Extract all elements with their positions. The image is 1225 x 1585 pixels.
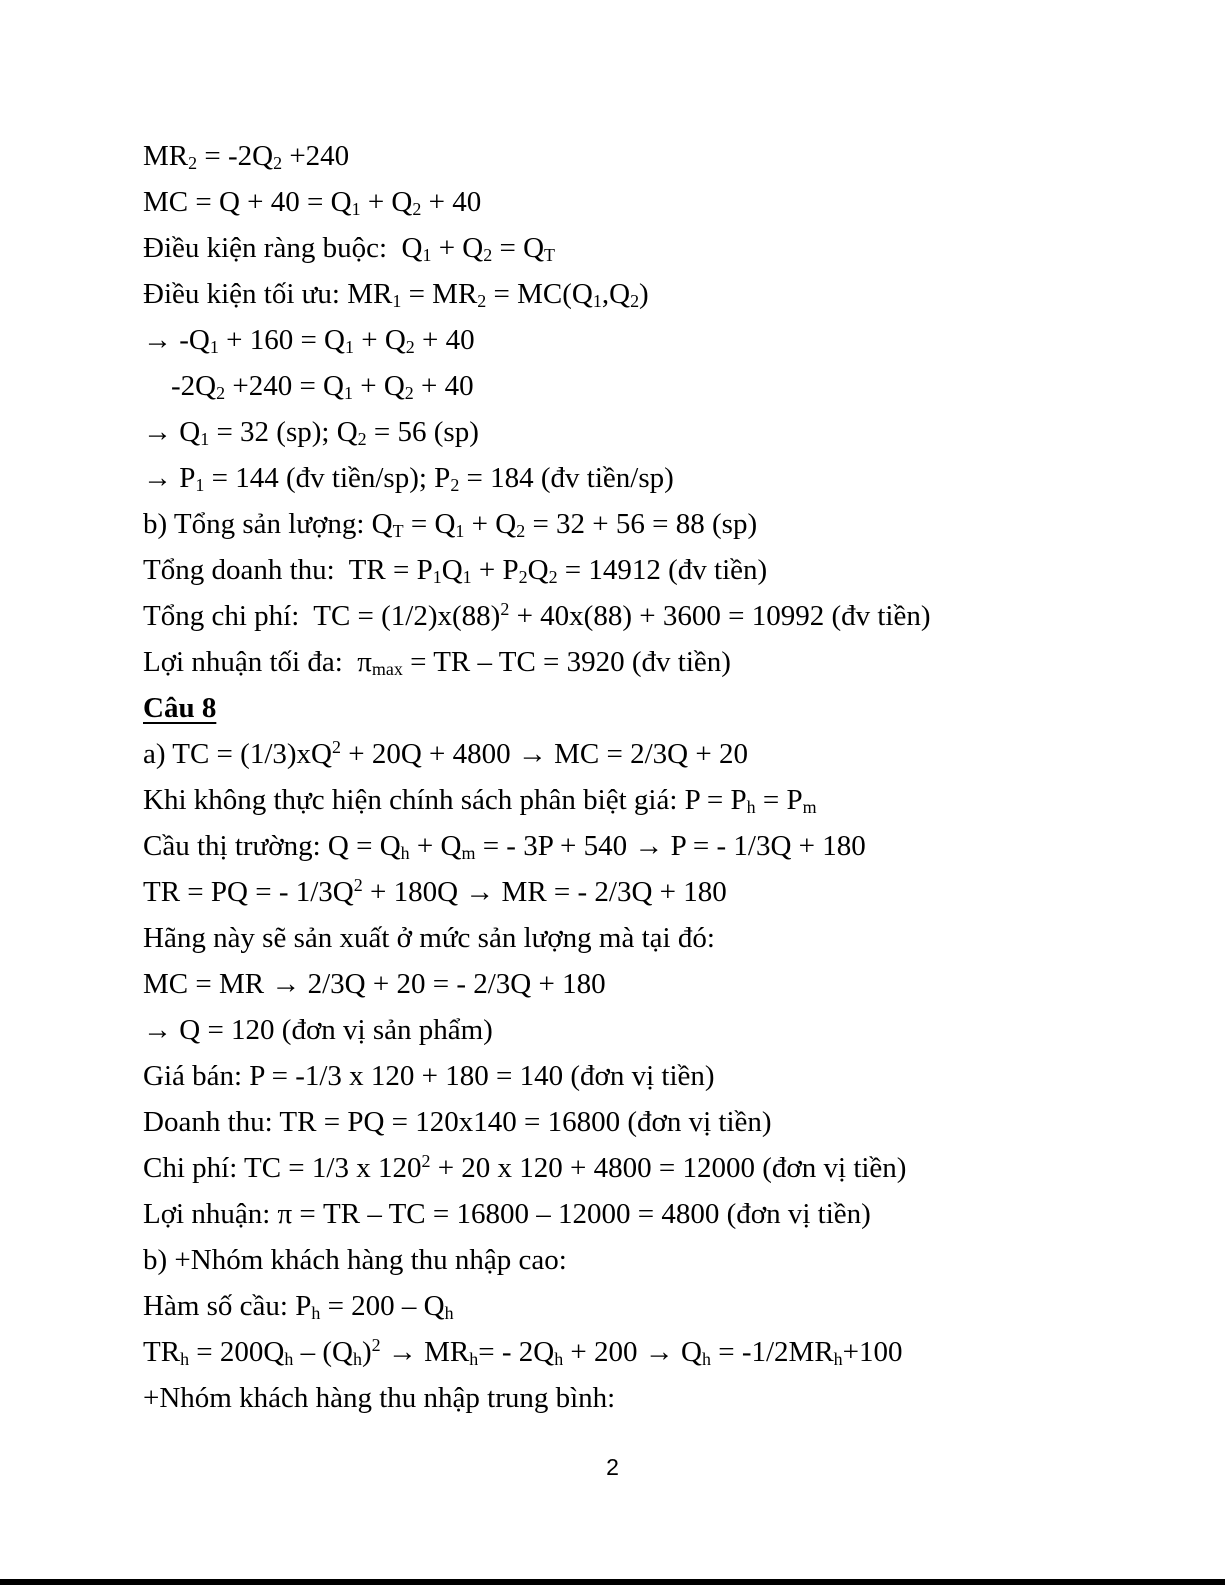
- superscript: 2: [500, 599, 510, 620]
- superscript: 2: [353, 875, 363, 896]
- subscript: 1: [455, 520, 465, 541]
- subscript: 1: [592, 290, 602, 311]
- subscript: 1: [209, 336, 219, 357]
- document-line: Hàm số cầu: $P_h = 200 - Q_h$: [143, 1290, 454, 1323]
- subscript: h: [180, 1348, 190, 1369]
- document-line: TR = PQ = - $1/3Q^2 + 180Q$ → MR = - 2/3Q + 180: [143, 875, 727, 908]
- document-content: [143, 133, 1103, 1421]
- subscript: T: [544, 244, 556, 265]
- document-line: Tổng doanh thu: TR = $P_1Q_1 + P_2Q_2 = 14912$ (đv tiền): [143, 554, 768, 587]
- document-line: b) +Nhóm khách hàng thu nhập cao:: [143, 1244, 567, 1276]
- superscript: 2: [371, 1335, 381, 1356]
- section-heading: Câu 8: [143, 692, 217, 724]
- subscript: 2: [477, 290, 487, 311]
- subscript: h: [311, 1302, 321, 1323]
- subscript: 1: [392, 290, 402, 311]
- subscript: h: [469, 1348, 479, 1369]
- superscript: 2: [421, 1151, 431, 1172]
- subscript: max: [371, 658, 403, 679]
- document-line: $TR_h = 200Q_h - (Q_h)^2 \to MR_h= - 2Q_h + 200 \to Q_h = -1/2MR_h+100$: [143, 1335, 903, 1369]
- document-line: b) Tổng sản lượng: $Q_T = Q_1 + Q_2 = 32 + 56 = 88$ (sp): [143, 508, 758, 541]
- document-line: Điều kiện tối ưu: $MR_1 = MR_2 = MC(Q_1,Q_2)$: [143, 278, 649, 311]
- document-line: Doanh thu: TR = PQ = 120x140 = 16800 (đơn vị tiền): [143, 1106, 772, 1138]
- subscript: 2: [548, 566, 558, 587]
- subscript: 2: [216, 382, 226, 403]
- document-line: → $-Q_1 + 160 = Q_1 + Q_2 + 40$: [143, 324, 475, 357]
- subscript: h: [284, 1348, 294, 1369]
- subscript: 1: [432, 566, 442, 587]
- document-line: $MR_2 = -2Q_2 +240$: [143, 140, 350, 173]
- document-line: → $Q_1 = 32$ (sp); $Q_2 = 56$ (sp): [143, 416, 479, 449]
- subscript: h: [444, 1302, 454, 1323]
- superscript: 2: [331, 737, 341, 758]
- subscript: T: [392, 520, 404, 541]
- subscript: 2: [188, 152, 198, 173]
- document-line: Lợi nhuận tối đa: $\pi_{max}$ = TR – TC = 3920 (đv tiền): [143, 646, 731, 679]
- window-bottom-edge: [0, 1579, 1225, 1585]
- subscript: m: [461, 842, 476, 863]
- document-line: Lợi nhuận: π = TR – TC = 16800 – 12000 = 4800 (đơn vị tiền): [143, 1198, 871, 1230]
- subscript: 1: [200, 428, 210, 449]
- subscript: 1: [422, 244, 432, 265]
- subscript: 2: [273, 152, 283, 173]
- document-line: MC = $Q + 40 = Q_1 + Q_2 + 40$: [143, 186, 482, 219]
- page-number: 2: [606, 1454, 619, 1480]
- document-line: $-2Q_2 +240 = Q_1 + Q_2 + 40$: [171, 370, 474, 403]
- subscript: h: [833, 1348, 843, 1369]
- subscript: 1: [462, 566, 472, 587]
- subscript: 2: [450, 474, 460, 495]
- document-line: → $P_1 = 144$ (đv tiền/sp); $P_2 = 184$ (đv tiền/sp): [143, 462, 674, 495]
- subscript: h: [746, 796, 756, 817]
- subscript: h: [554, 1348, 564, 1369]
- subscript: 2: [516, 520, 526, 541]
- document-line: Hãng này sẽ sản xuất ở mức sản lượng mà tại đó:: [143, 922, 715, 954]
- subscript: 2: [412, 198, 422, 219]
- document-line: Cầu thị trường: $Q = Q_h + Q_m$ = - 3P + 540 → P = - 1/3Q + 180: [143, 830, 866, 863]
- subscript: m: [802, 796, 817, 817]
- subscript: h: [400, 842, 410, 863]
- subscript: 1: [351, 198, 361, 219]
- subscript: 2: [518, 566, 528, 587]
- subscript: 1: [195, 474, 205, 495]
- subscript: 1: [344, 382, 353, 403]
- document-line: Khi không thực hiện chính sách phân biệt giá: $P = P_h = P_m$: [143, 784, 817, 817]
- subscript: 1: [345, 336, 354, 357]
- subscript: h: [701, 1348, 711, 1369]
- document-line: → Q = 120 (đơn vị sản phẩm): [143, 1014, 493, 1046]
- subscript: h: [352, 1348, 362, 1369]
- document-line: Giá bán: P = -1/3 x 120 + 180 = 140 (đơn vị tiền): [143, 1060, 715, 1092]
- document-line: Điều kiện ràng buộc: $Q_1 + Q_2 = Q_T$: [143, 232, 556, 265]
- subscript: 2: [404, 382, 414, 403]
- subscript: 2: [357, 428, 367, 449]
- document-line: Chi phí: TC = 1/3 x $120^2 + 20$ x 120 + 4800 = 12000 (đơn vị tiền): [143, 1151, 907, 1184]
- subscript: 2: [405, 336, 415, 357]
- subscript: 2: [630, 290, 640, 311]
- document-line: a) TC = $(1/3)xQ^2 + 20Q + 4800$ → MC = 2/3Q + 20: [143, 737, 748, 770]
- document-line: +Nhóm khách hàng thu nhập trung bình:: [143, 1382, 616, 1414]
- document-line: Tổng chi phí: TC = $(1/2)x(88)^2 + 40x(88) + 3600 = 10992$ (đv tiền): [143, 599, 931, 632]
- subscript: 2: [483, 244, 493, 265]
- document-line: MC = MR → 2/3Q + 20 = - 2/3Q + 180: [143, 968, 606, 1000]
